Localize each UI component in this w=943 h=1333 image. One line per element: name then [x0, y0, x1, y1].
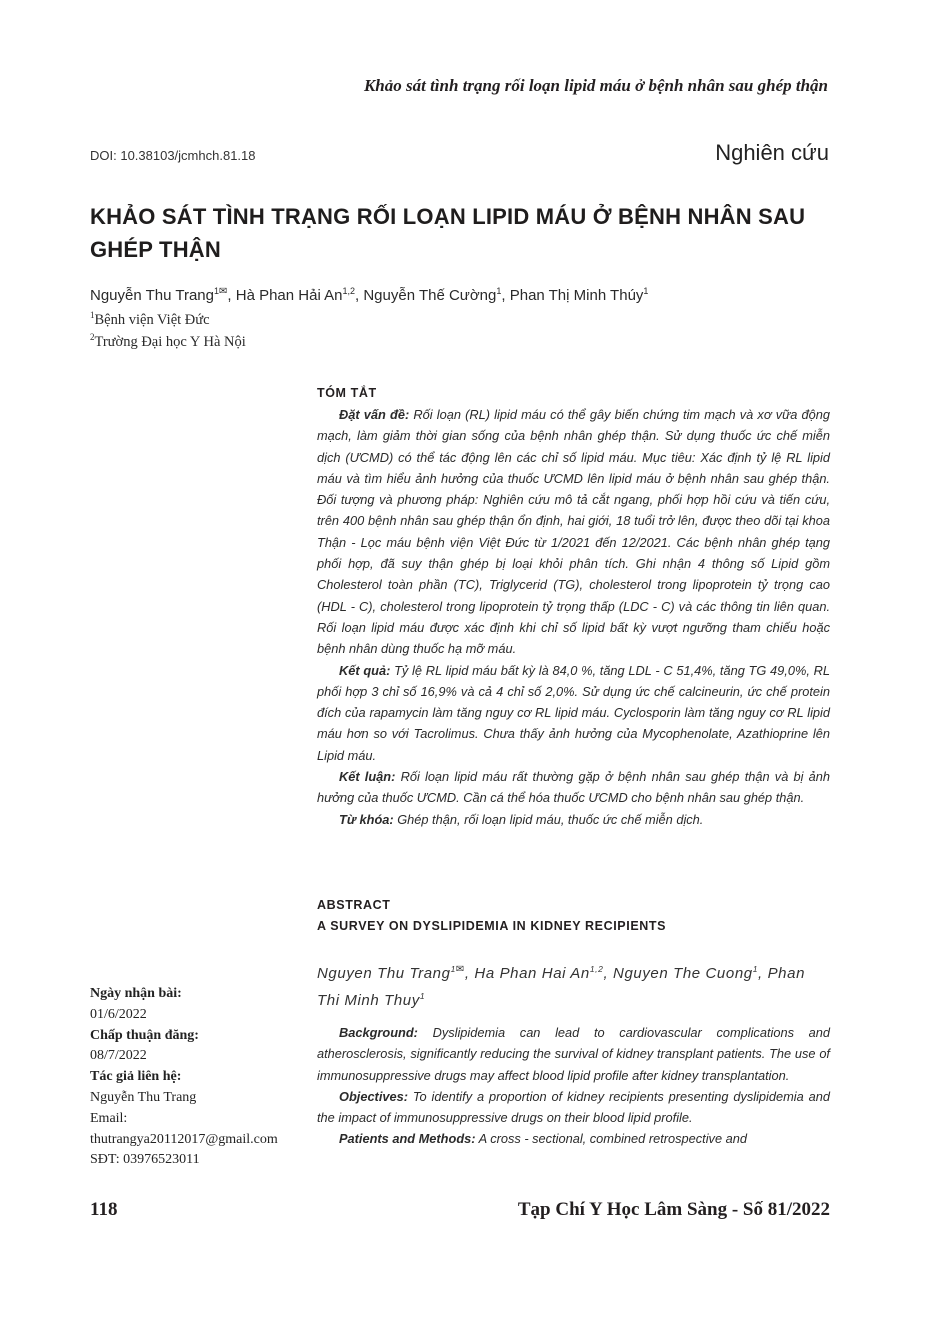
- en-author-separator: ,: [464, 965, 475, 982]
- tom-tat-body: [317, 404, 830, 830]
- affiliation-2: $^2$Trường Đại học Y Hà Nội: [90, 332, 246, 350]
- vi-author-name: Nguyễn Thu Trang: [90, 287, 214, 304]
- en-author-separator: ,: [758, 965, 768, 982]
- abstract-body: [317, 1022, 830, 1150]
- doi[interactable]: DOI: 10.38103/jcmhch.81.18: [90, 148, 256, 163]
- vi-author-name: Phan Thị Minh Thúy: [509, 287, 644, 304]
- en-author-separator: ,: [603, 965, 614, 982]
- en-author-affiliation-mark: 1: [419, 991, 426, 1001]
- en-author-affiliation-mark: 1: [752, 964, 759, 974]
- received-label: Ngày nhận bài:: [90, 986, 182, 1001]
- en-author-name: Ha Phan Hai An: [474, 965, 590, 982]
- contact-label: Tác giả liên hệ:: [90, 1069, 182, 1085]
- vi-author-affiliation-mark: 1,2: [342, 286, 355, 296]
- en-author-affiliation-mark: 1: [450, 964, 456, 974]
- methods-paragraph: Patients and Methods: A cross - sectional, combined retrospective and: [339, 1131, 747, 1147]
- article-title: KHẢO SÁT TÌNH TRẠNG RỐI LOẠN LIPID MÁU Ở BỆNH NHÂN SAU GHÉP THẬN: [90, 204, 806, 262]
- en-author-affiliation-mark: 1,2: [589, 964, 604, 974]
- email-label: Email:: [90, 1110, 128, 1126]
- envelope-icon: ✉: [455, 964, 465, 975]
- contact-email[interactable]: thutrangya20112017@gmail.com: [90, 1131, 278, 1147]
- vi-author-separator: ,: [227, 287, 236, 304]
- tu-khoa-paragraph: Từ khóa: Ghép thận, rối loạn lipid máu, thuốc ức chế miễn dịch.: [339, 811, 704, 827]
- ket-qua-paragraph: Kết quả: Tỷ lệ RL lipid máu bất kỳ là 84,0 %, tăng LDL - C 51,4%, tăng TG 49,0%, RL phối hợp 3 chỉ số 16,9% và cả 4 chỉ số 2,0%. Sử dụng ức chế calcineurin, ức chế protein đích của rapamycin làm tăng nguy cơ RL lipid máu. Cyclosporin làm tăng nguy cơ RL lipid máu hơn so với Tacrolimus. Chưa thấy ảnh hưởng của Mycophenolate, Azathioprine lên Lipid máu.: [317, 662, 830, 763]
- ket-luan-paragraph: Kết luận: Rối loạn lipid máu rất thường gặp ở bệnh nhân sau ghép thận và bị ảnh hưởng của thuốc ƯCMD. Cần cá thể hóa thuốc ƯCMD cho bệnh nhân sau ghép thận.: [317, 769, 831, 806]
- contact-name: Nguyễn Thu Trang: [90, 1089, 197, 1105]
- received-date: 01/6/2022: [90, 1006, 147, 1022]
- vi-author-affiliation-mark: 1: [643, 286, 649, 296]
- contact-phone: SĐT: 03976523011: [90, 1152, 200, 1168]
- background-paragraph: Background: Dyslipidemia can lead to cardiovascular complications and atherosclerosis, significantly reducing the survival of kidney transplant patients. The use of immunosuppressive drugs may affect blood lipid profile after kidney transplantation.: [317, 1025, 830, 1083]
- dat-van-de-paragraph: Đặt vấn đề: Rối loạn (RL) lipid máu có thể gây biến chứng tim mạch và xơ vữa động mạch, làm giảm thời gian sống của bệnh nhân ghép thận. Sử dụng thuốc ức chế miễn dịch (ƯCMD) có thể tác động lên các chỉ số lipid máu. Mục tiêu: Xác định tỷ lệ RL lipid máu và tìm hiểu ảnh hưởng của thuốc ƯCMD lên lipid máu ở bệnh nhân sau ghép thận. Đối tượng và phương pháp: Nghiên cứu mô tả cắt ngang, phối hợp hồi cứu và tiến cứu, trên 400 bệnh nhân sau ghép thận ổn định, hai giới, 18 tuổi trở lên, được theo dõi tại khoa Thận - Lọc máu bệnh viện Việt Đức từ 1/2021 đến 12/2021. Các bệnh nhân ghép tạng phối hợp, đã suy thận ghép bị loại khỏi phân tích. Ghi nhận 4 thông số Lipid gồm Cholesterol toàn phần (TC), Triglycerid (TG), cholesterol trong lipoprotein tỷ trọng cao (HDL - C), cholesterol trong lipoprotein tỷ trọng thấp (LDC - C) và các thông tin liên quan. Rối loạn lipid máu được xác định khi chỉ số lipid bất kỳ vượt ngưỡng tham chiếu hoặc bệnh nhân dùng thuốc hạ mỡ máu.: [317, 407, 830, 657]
- vi-author-separator: ,: [355, 287, 364, 304]
- section-label: Nghiên cứu: [715, 140, 829, 165]
- en-author-name: Nguyen Thu Trang: [317, 965, 451, 982]
- accepted-label: Chấp thuận đăng:: [90, 1027, 199, 1043]
- journal-name: Tạp Chí Y Học Lâm Sàng - Số 81/2022: [517, 1199, 830, 1220]
- page-number: 118: [90, 1199, 118, 1220]
- abstract-heading: ABSTRACT: [317, 898, 391, 912]
- tom-tat-heading: TÓM TẮT: [317, 386, 377, 400]
- objectives-paragraph: Objectives: To identify a proportion of kidney recipients presenting dyslipidemia and the impact of immunosuppressive drugs on their blood lipid profile.: [317, 1088, 830, 1126]
- vi-author-separator: ,: [501, 287, 510, 304]
- running-head: Khảo sát tình trạng rối loạn lipid máu ở bệnh nhân sau ghép thận: [363, 76, 828, 95]
- vi-author-name: Hà Phan Hải An: [235, 287, 343, 304]
- abstract-title: A SURVEY ON DYSLIPIDEMIA IN KIDNEY RECIPIENTS: [317, 919, 667, 933]
- author-list: [90, 286, 648, 304]
- vi-author-affiliation-mark: 1: [213, 286, 219, 296]
- en-author-name: Nguyen The Cuong: [613, 965, 753, 982]
- vi-author-name: Nguyễn Thế Cường: [363, 287, 497, 304]
- abstract-author-list: [317, 958, 830, 1012]
- affiliation-1: $^1$Bệnh viện Việt Đức: [90, 310, 210, 328]
- vi-author-affiliation-mark: 1: [496, 286, 502, 296]
- accepted-date: 08/7/2022: [90, 1048, 147, 1064]
- article-info-sidebar: [90, 984, 310, 1171]
- envelope-icon: ✉: [219, 286, 228, 297]
- en-author-name: Phan Thi Minh Thuy: [317, 965, 806, 1009]
